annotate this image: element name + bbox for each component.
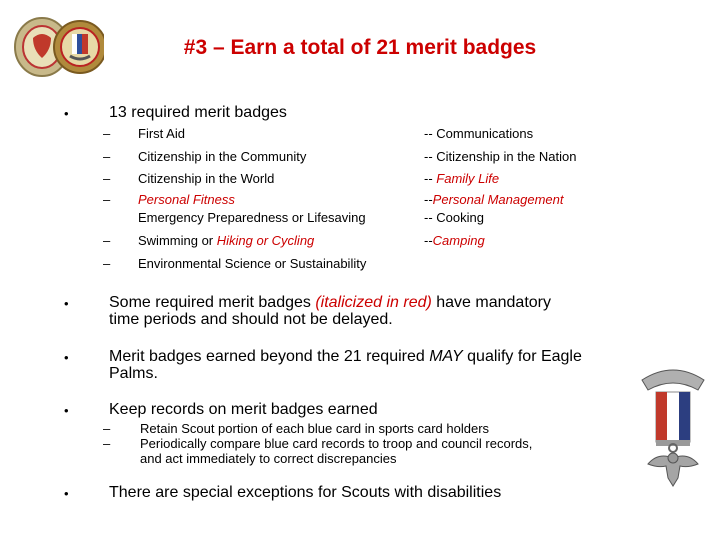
badge-camping xyxy=(424,233,485,248)
list-dash: – xyxy=(103,149,111,164)
bullet-dot: • xyxy=(64,403,69,418)
badge-environmental-science: Environmental Science or Sustainability xyxy=(138,256,367,271)
badge-camping-label: Camping xyxy=(432,233,485,248)
bullet-dot: • xyxy=(64,486,69,501)
list-dash: – xyxy=(103,256,111,271)
badge-family-life-label: Family Life xyxy=(436,171,500,186)
badge-personal-fitness: Personal Fitness xyxy=(138,192,235,207)
list-dash: – xyxy=(103,233,111,248)
bullet-text: Some required merit badges xyxy=(109,294,316,311)
badge-swimming: Swimming or xyxy=(138,233,217,248)
badge-cooking: -- Cooking xyxy=(424,210,484,225)
records-tip-2-line-2: and act immediately to correct discrepancies xyxy=(140,451,397,466)
badge-citizenship-nation-label: Citizenship in the Nation xyxy=(436,149,577,164)
badge-citizenship-nation-prefix: -- xyxy=(424,149,437,164)
badge-personal-management-prefix: -- xyxy=(424,192,433,207)
bullet-text: Palms. xyxy=(109,365,158,382)
badge-communications xyxy=(424,126,533,141)
records-tip-1: Retain Scout portion of each blue card in sports card holders xyxy=(140,421,490,436)
badge-camping-prefix: -- xyxy=(424,233,433,248)
bullet-text: have mandatory xyxy=(431,294,551,311)
italic-red-note: (italicized in red) xyxy=(315,294,432,311)
slide-title: #3 – Earn a total of 21 merit badges xyxy=(183,36,537,59)
bullet-text: Merit badges earned beyond the 21 required xyxy=(109,348,430,365)
badge-swimming-hiking-cycling xyxy=(138,233,314,248)
bullet-text: time periods and should not be delayed. xyxy=(109,311,393,328)
badge-citizenship-nation xyxy=(424,149,576,164)
list-dash: – xyxy=(103,171,111,186)
badge-personal-management xyxy=(424,192,563,207)
badge-citizenship-community: Citizenship in the Community xyxy=(138,149,307,164)
list-dash: – xyxy=(103,126,111,141)
badge-first-aid: First Aid xyxy=(138,126,185,141)
list-dash: – xyxy=(103,436,111,451)
badge-communications-prefix: -- xyxy=(424,126,437,141)
bullet-text: qualify for Eagle xyxy=(462,348,582,365)
bullet-dot: • xyxy=(64,296,69,311)
records-tip-2 xyxy=(140,436,532,466)
badge-personal-management-label: Personal Management xyxy=(432,192,564,207)
records-tip-2-line-1: Periodically compare blue card records to troop and council records, xyxy=(140,436,533,451)
list-dash: – xyxy=(103,421,111,436)
bullet-eagle-palms xyxy=(109,348,582,382)
badge-citizenship-world: Citizenship in the World xyxy=(138,171,275,186)
bullet-keep-records: Keep records on merit badges earned xyxy=(109,401,378,418)
required-heading: 13 required merit badges xyxy=(109,104,287,121)
list-dash: – xyxy=(103,192,111,207)
bullet-dot: • xyxy=(64,106,69,121)
bullet-dot: • xyxy=(64,350,69,365)
badge-emergency-preparedness: Emergency Preparedness or Lifesaving xyxy=(138,210,366,225)
badge-family-life xyxy=(424,171,499,186)
emphasis-may: MAY xyxy=(429,348,463,365)
badge-family-life-prefix: -- xyxy=(424,171,437,186)
badge-hiking-cycling: Hiking or Cycling xyxy=(216,233,315,248)
bullet-mandatory-periods xyxy=(109,294,551,328)
eagle-scout-medal xyxy=(628,352,718,492)
bullet-special-exceptions: There are special exceptions for Scouts with disabilities xyxy=(109,484,502,501)
badge-communications-label: Communications xyxy=(436,126,534,141)
